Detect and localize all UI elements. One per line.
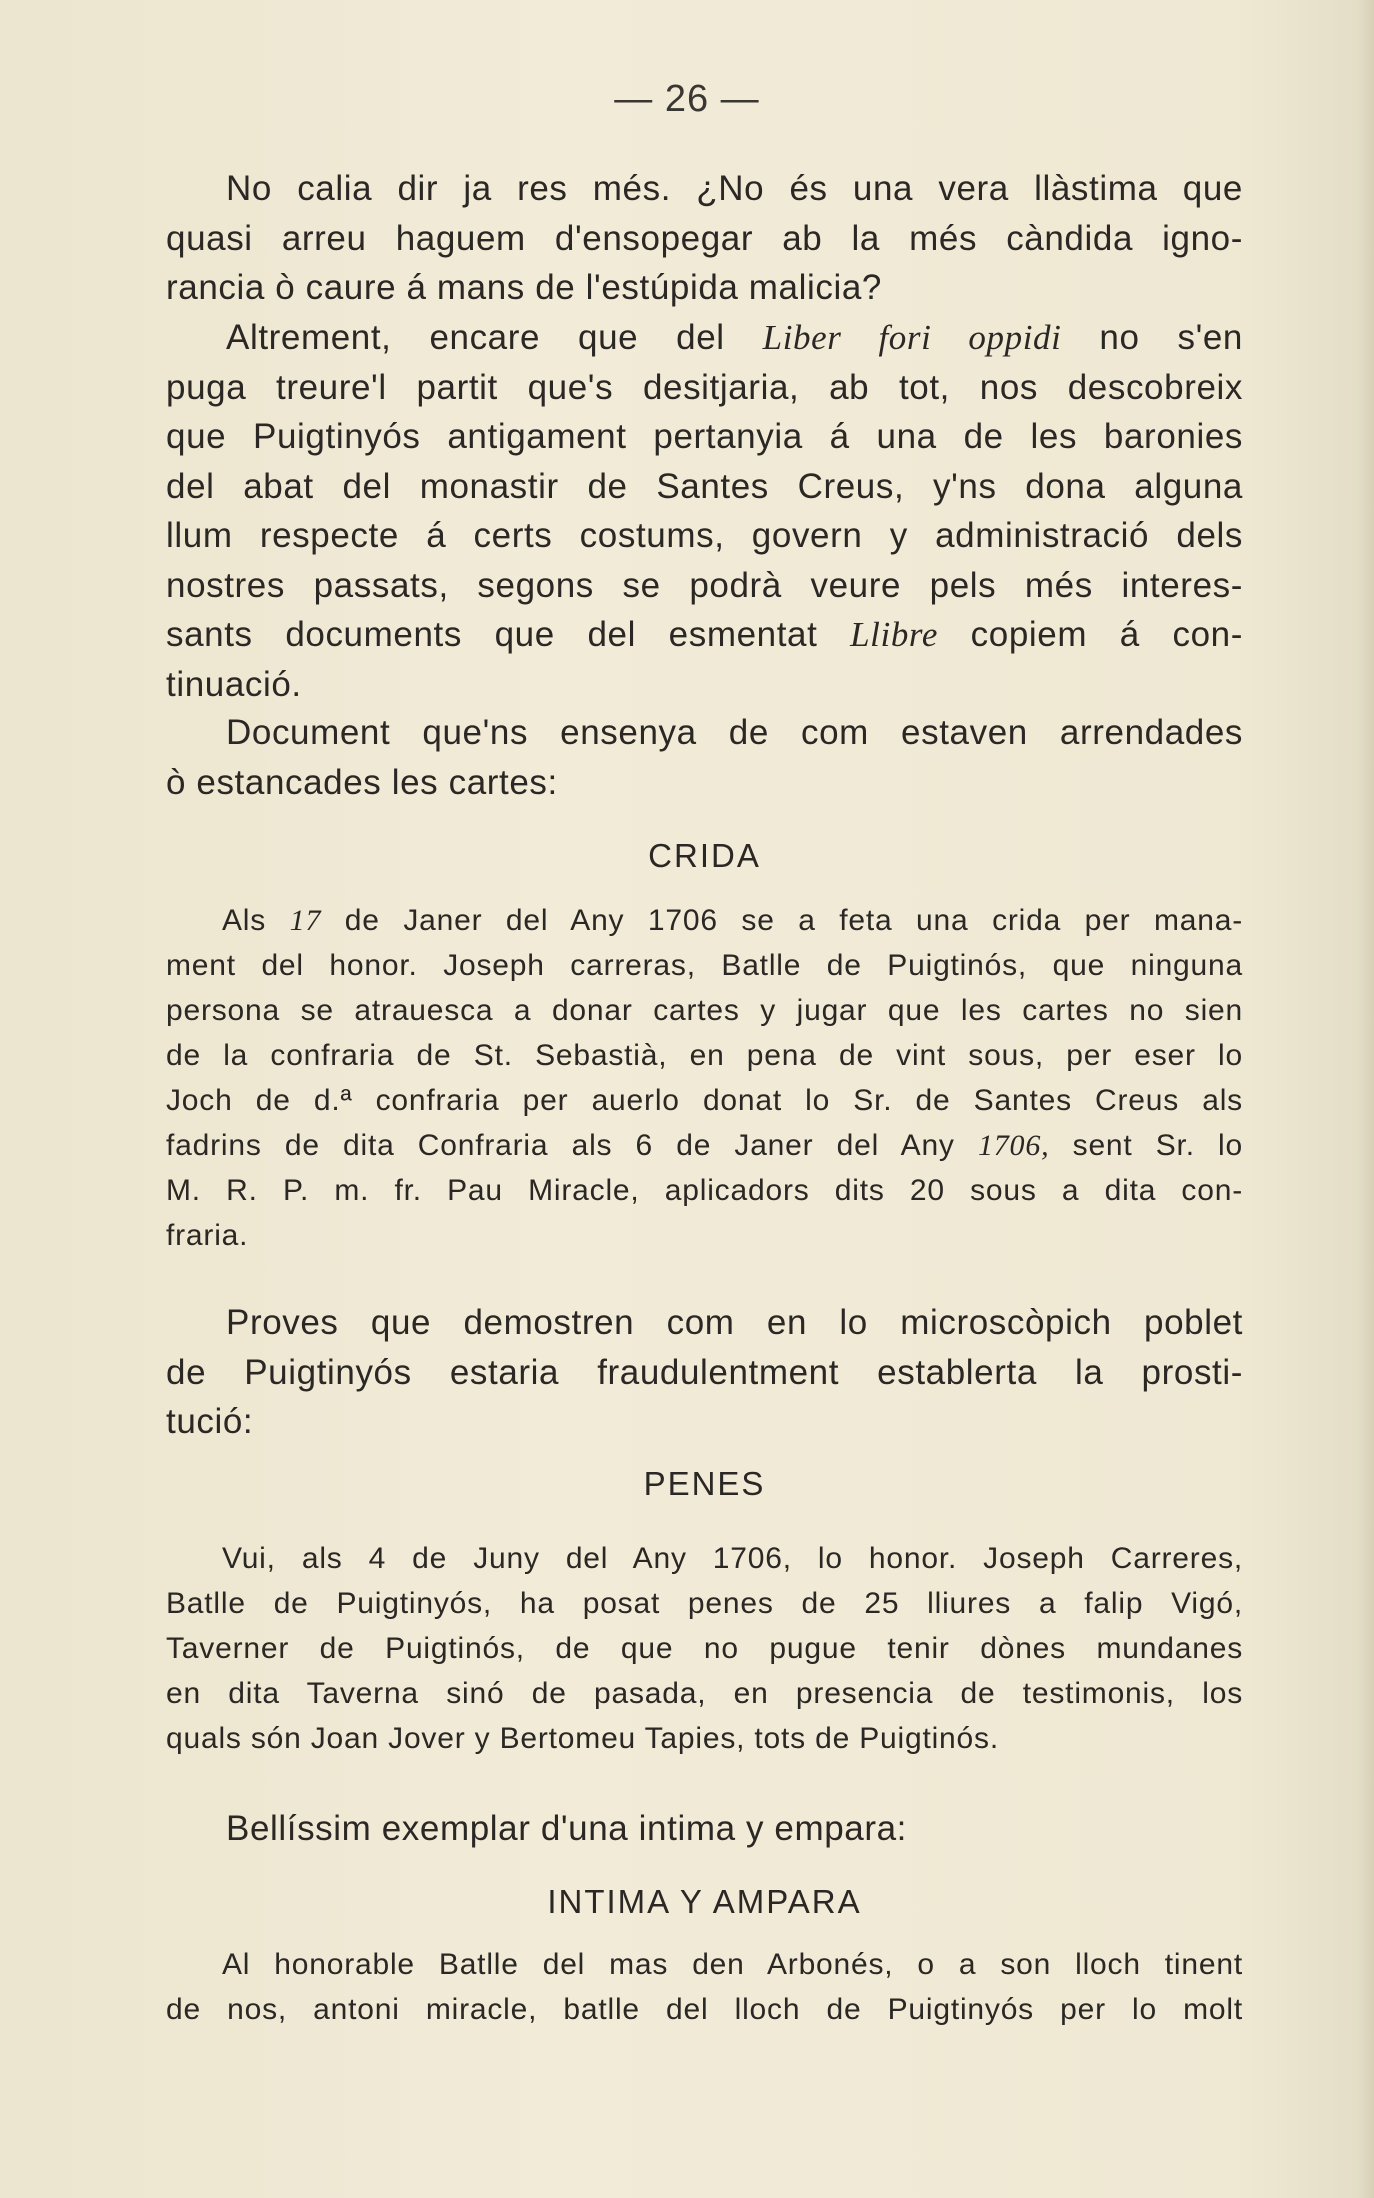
text-line: No calia dir ja res més. ¿No és una vera llàstima que [226, 169, 1243, 208]
text-line: Joch de d.ª confraria per auerlo donat lo Sr. de Santes Creus als [166, 1084, 1243, 1117]
text-line: de Puigtinyós estaria fraudulentment establerta la prosti- [166, 1352, 1243, 1392]
text-line: Altrement, encare que del Liber fori oppidi no s'en [226, 318, 1243, 357]
text-line: de la confraria de St. Sebastià, en pena de vint sous, per eser lo [166, 1039, 1243, 1072]
text-line: Bellíssim exemplar d'una intima y empara: [226, 1809, 907, 1848]
italic-title-liber: Liber fori oppidi [762, 318, 1062, 357]
text-line: que Puigtinyós antigament pertanyia á una de les baronies [166, 417, 1243, 456]
text-line: quals són Joan Jover y Bertomeu Tapies, tots de Puigtinós. [166, 1722, 999, 1755]
text-line: fadrins de dita Confraria als 6 de Janer del Any 1706, sent Sr. lo [166, 1129, 1243, 1162]
paragraph-5 [166, 1804, 1243, 1854]
text-line: fraria. [166, 1219, 249, 1252]
text-line: ò estancades les cartes: [166, 762, 558, 802]
text-line: Taverner de Puigtinós, de que no pugue tenir dònes mundanes [166, 1632, 1243, 1665]
paragraph-1 [166, 164, 1243, 313]
text-line: de nos, antoni miracle, batlle del lloch de Puigtinyós per lo molt [166, 1993, 1243, 2026]
paragraph-4 [166, 1298, 1243, 1447]
text-line: Proves que demostren com en lo microscòpich poblet [226, 1303, 1243, 1342]
page-number: — 26 — [614, 78, 760, 120]
text-line: puga treure'l partit que's desitjaria, ab tot, nos descobreix [166, 367, 1243, 407]
paragraph-3 [166, 708, 1243, 807]
text-line: M. R. P. m. fr. Pau Miracle, aplicadors dits 20 sous a dita con- [166, 1174, 1243, 1207]
paragraph-2 [166, 313, 1243, 709]
text-line: nostres passats, segons se podrà veure pels més interes- [166, 565, 1243, 605]
text-line: tució: [166, 1402, 254, 1441]
text-line: Vui, als 4 de Juny del Any 1706, lo honor. Joseph Carreres, [222, 1542, 1243, 1575]
intima-document [166, 1942, 1243, 2032]
text-line: del abat del monastir de Santes Creus, y'ns dona alguna [166, 466, 1243, 506]
text-line: persona se atrauesca a donar cartes y jugar que les cartes no sien [166, 994, 1243, 1027]
text-line: quasi arreu haguem d'ensopegar ab la més càndida igno- [166, 218, 1243, 258]
text-line: Document que'ns ensenya de com estaven arrendades [226, 713, 1243, 752]
text-line: Al honorable Batlle del mas den Arbonés, o a son lloch tinent [222, 1948, 1243, 1981]
text-line: Batlle de Puigtinyós, ha posat penes de 25 lliures a falip Vigó, [166, 1587, 1243, 1620]
text-line: rancia ò caure á mans de l'estúpida malicia? [166, 268, 882, 307]
section-heading-crida: CRIDA [648, 837, 761, 874]
text-line: en dita Taverna sinó de pasada, en presencia de testimonis, los [166, 1677, 1243, 1710]
text-line: Als 17 de Janer del Any 1706 se a feta una crida per mana- [222, 904, 1243, 937]
text-line: ment del honor. Joseph carreras, Batlle de Puigtinós, que ninguna [166, 949, 1243, 982]
text-line: llum respecte á certs costums, govern y administració dels [166, 516, 1243, 555]
italic-title-llibre: Llibre [850, 615, 938, 654]
section-heading-intima: INTIMA Y AMPARA [547, 1883, 862, 1920]
text-line: sants documents que del esmentat Llibre copiem á con- [166, 615, 1243, 654]
crida-document [166, 898, 1243, 1258]
text-line: tinuació. [166, 664, 302, 704]
page-edge-shadow [1358, 0, 1374, 2198]
section-heading-penes: PENES [643, 1465, 766, 1502]
penes-document [166, 1536, 1243, 1761]
